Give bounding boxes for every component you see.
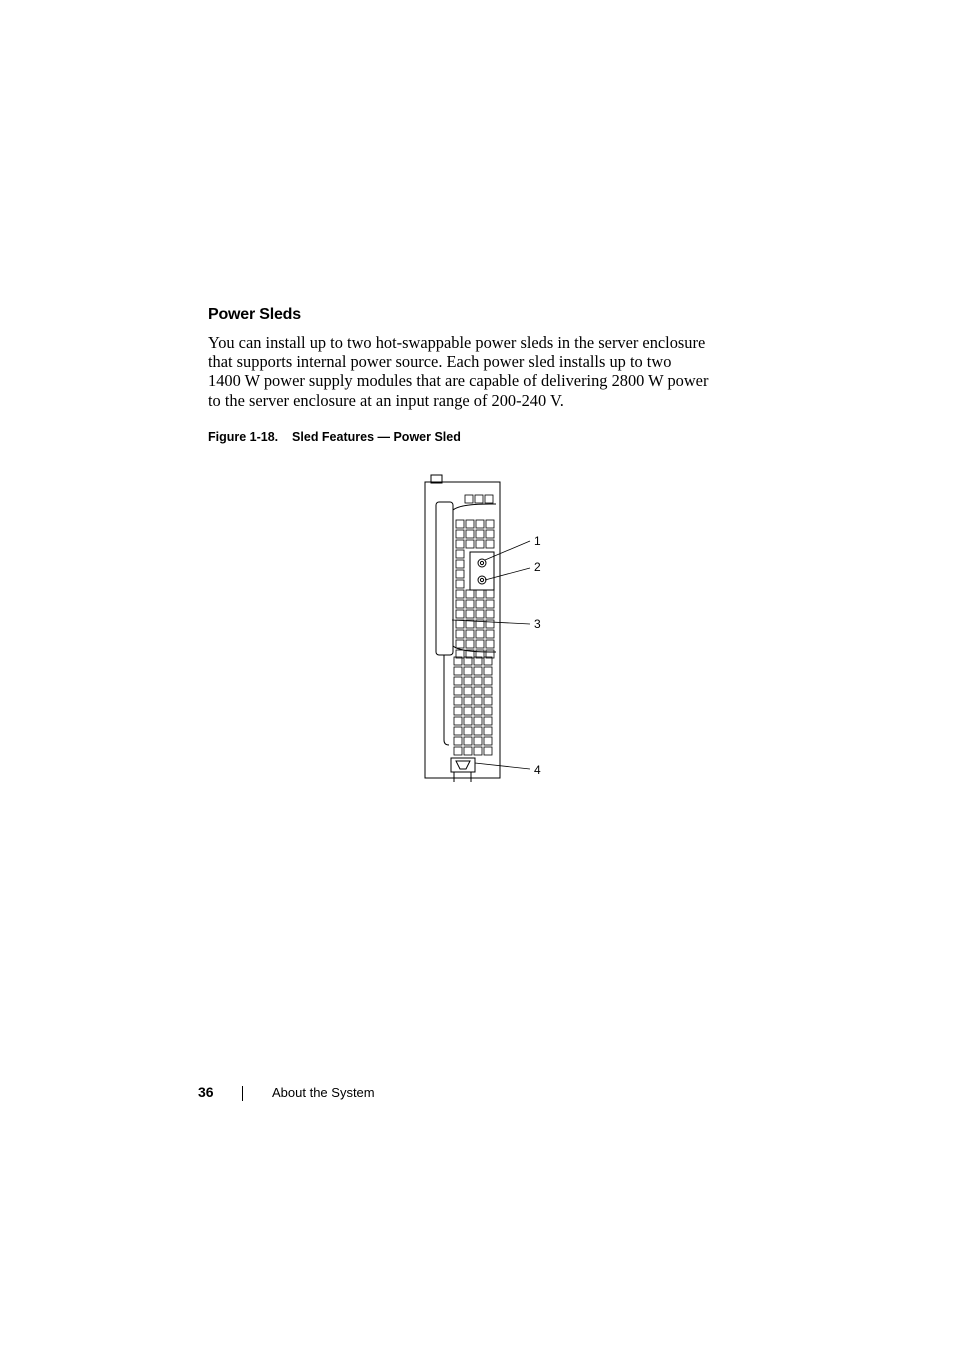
vent-cell	[465, 495, 473, 503]
vent-cell	[464, 707, 472, 715]
vent-cell	[486, 630, 494, 638]
vent-cell	[466, 610, 474, 618]
callout-3: 3	[534, 617, 541, 631]
vent-cell	[474, 697, 482, 705]
vent-cell	[464, 747, 472, 755]
vent-cell	[476, 640, 484, 648]
vent-cell	[464, 717, 472, 725]
vent-cell	[474, 677, 482, 685]
vent-cell	[484, 737, 492, 745]
sled-handle	[436, 502, 453, 655]
vent-cell	[476, 540, 484, 548]
vent-cell	[454, 707, 462, 715]
section-heading: Power Sleds	[208, 306, 301, 323]
vent-cell	[464, 677, 472, 685]
paragraph-line: You can install up to two hot-swappable power sleds in the server enclosure	[208, 333, 706, 352]
vent-cell	[456, 600, 464, 608]
vent-cell	[476, 600, 484, 608]
vent-cell	[486, 620, 494, 628]
vent-cell	[466, 520, 474, 528]
vent-cell	[456, 580, 464, 588]
figure-caption: Figure 1-18. Sled Features — Power Sled	[208, 430, 461, 444]
vent-cell	[456, 560, 464, 568]
vent-cell	[486, 540, 494, 548]
vent-cell	[466, 590, 474, 598]
vent-cell	[484, 667, 492, 675]
callout-4: 4	[534, 763, 541, 777]
vent-cell	[486, 590, 494, 598]
status-led-1	[478, 559, 486, 567]
vent-cell	[454, 667, 462, 675]
vent-cell	[476, 610, 484, 618]
vent-cell	[476, 530, 484, 538]
vent-cell	[456, 530, 464, 538]
vent-cell	[464, 727, 472, 735]
vent-cell	[454, 747, 462, 755]
power-sled-illustration	[400, 470, 560, 790]
vent-cell	[456, 620, 464, 628]
vent-cell	[484, 677, 492, 685]
vent-cell	[456, 520, 464, 528]
vent-cell	[484, 727, 492, 735]
vent-cell	[456, 610, 464, 618]
vent-cell	[486, 530, 494, 538]
vent-cell	[484, 707, 492, 715]
vent-cell	[485, 495, 493, 503]
vent-cell	[476, 520, 484, 528]
vent-cell	[456, 540, 464, 548]
vent-cell	[484, 687, 492, 695]
vent-cell	[466, 600, 474, 608]
vent-cell	[456, 630, 464, 638]
vent-cell	[466, 530, 474, 538]
paragraph-line: to the server enclosure at an input range of 200-240 V.	[208, 390, 564, 410]
vent-cell	[474, 687, 482, 695]
callout-2: 2	[534, 560, 541, 574]
vent-cell	[486, 610, 494, 618]
vent-cell	[466, 630, 474, 638]
vent-cell	[456, 570, 464, 578]
vent-cell	[474, 747, 482, 755]
vent-grid	[454, 495, 494, 755]
vent-cell	[466, 540, 474, 548]
paragraph-line: that supports internal power source. Each power sled installs up to two	[208, 352, 672, 372]
vent-cell	[454, 677, 462, 685]
vent-cell	[484, 717, 492, 725]
vent-cell	[476, 590, 484, 598]
footer-divider	[242, 1086, 243, 1101]
vent-cell	[464, 697, 472, 705]
vent-cell	[454, 687, 462, 695]
vent-cell	[484, 697, 492, 705]
vent-cell	[464, 737, 472, 745]
vent-cell	[486, 600, 494, 608]
release-latch	[451, 758, 475, 772]
vent-cell	[466, 640, 474, 648]
paragraph-line: 1400 W power supply modules that are capable of delivering 2800 W power	[208, 371, 709, 391]
vent-cell	[464, 667, 472, 675]
vent-cell	[474, 707, 482, 715]
vent-cell	[475, 495, 483, 503]
vent-cell	[464, 687, 472, 695]
page-number: 36	[198, 1084, 214, 1100]
section-paragraph	[208, 333, 728, 410]
vent-cell	[474, 737, 482, 745]
vent-cell	[454, 727, 462, 735]
vent-cell	[486, 640, 494, 648]
vent-cell	[454, 697, 462, 705]
vent-cell	[474, 727, 482, 735]
vent-cell	[474, 717, 482, 725]
vent-cell	[474, 667, 482, 675]
status-led-2	[478, 576, 486, 584]
vent-cell	[454, 737, 462, 745]
vent-cell	[484, 747, 492, 755]
footer-section-title: About the System	[272, 1085, 375, 1100]
vent-cell	[456, 550, 464, 558]
vent-cell	[456, 640, 464, 648]
vent-cell	[456, 590, 464, 598]
power-sled-figure	[400, 470, 560, 795]
vent-cell	[454, 717, 462, 725]
vent-cell	[486, 520, 494, 528]
callout-1: 1	[534, 534, 541, 548]
vent-cell	[476, 630, 484, 638]
